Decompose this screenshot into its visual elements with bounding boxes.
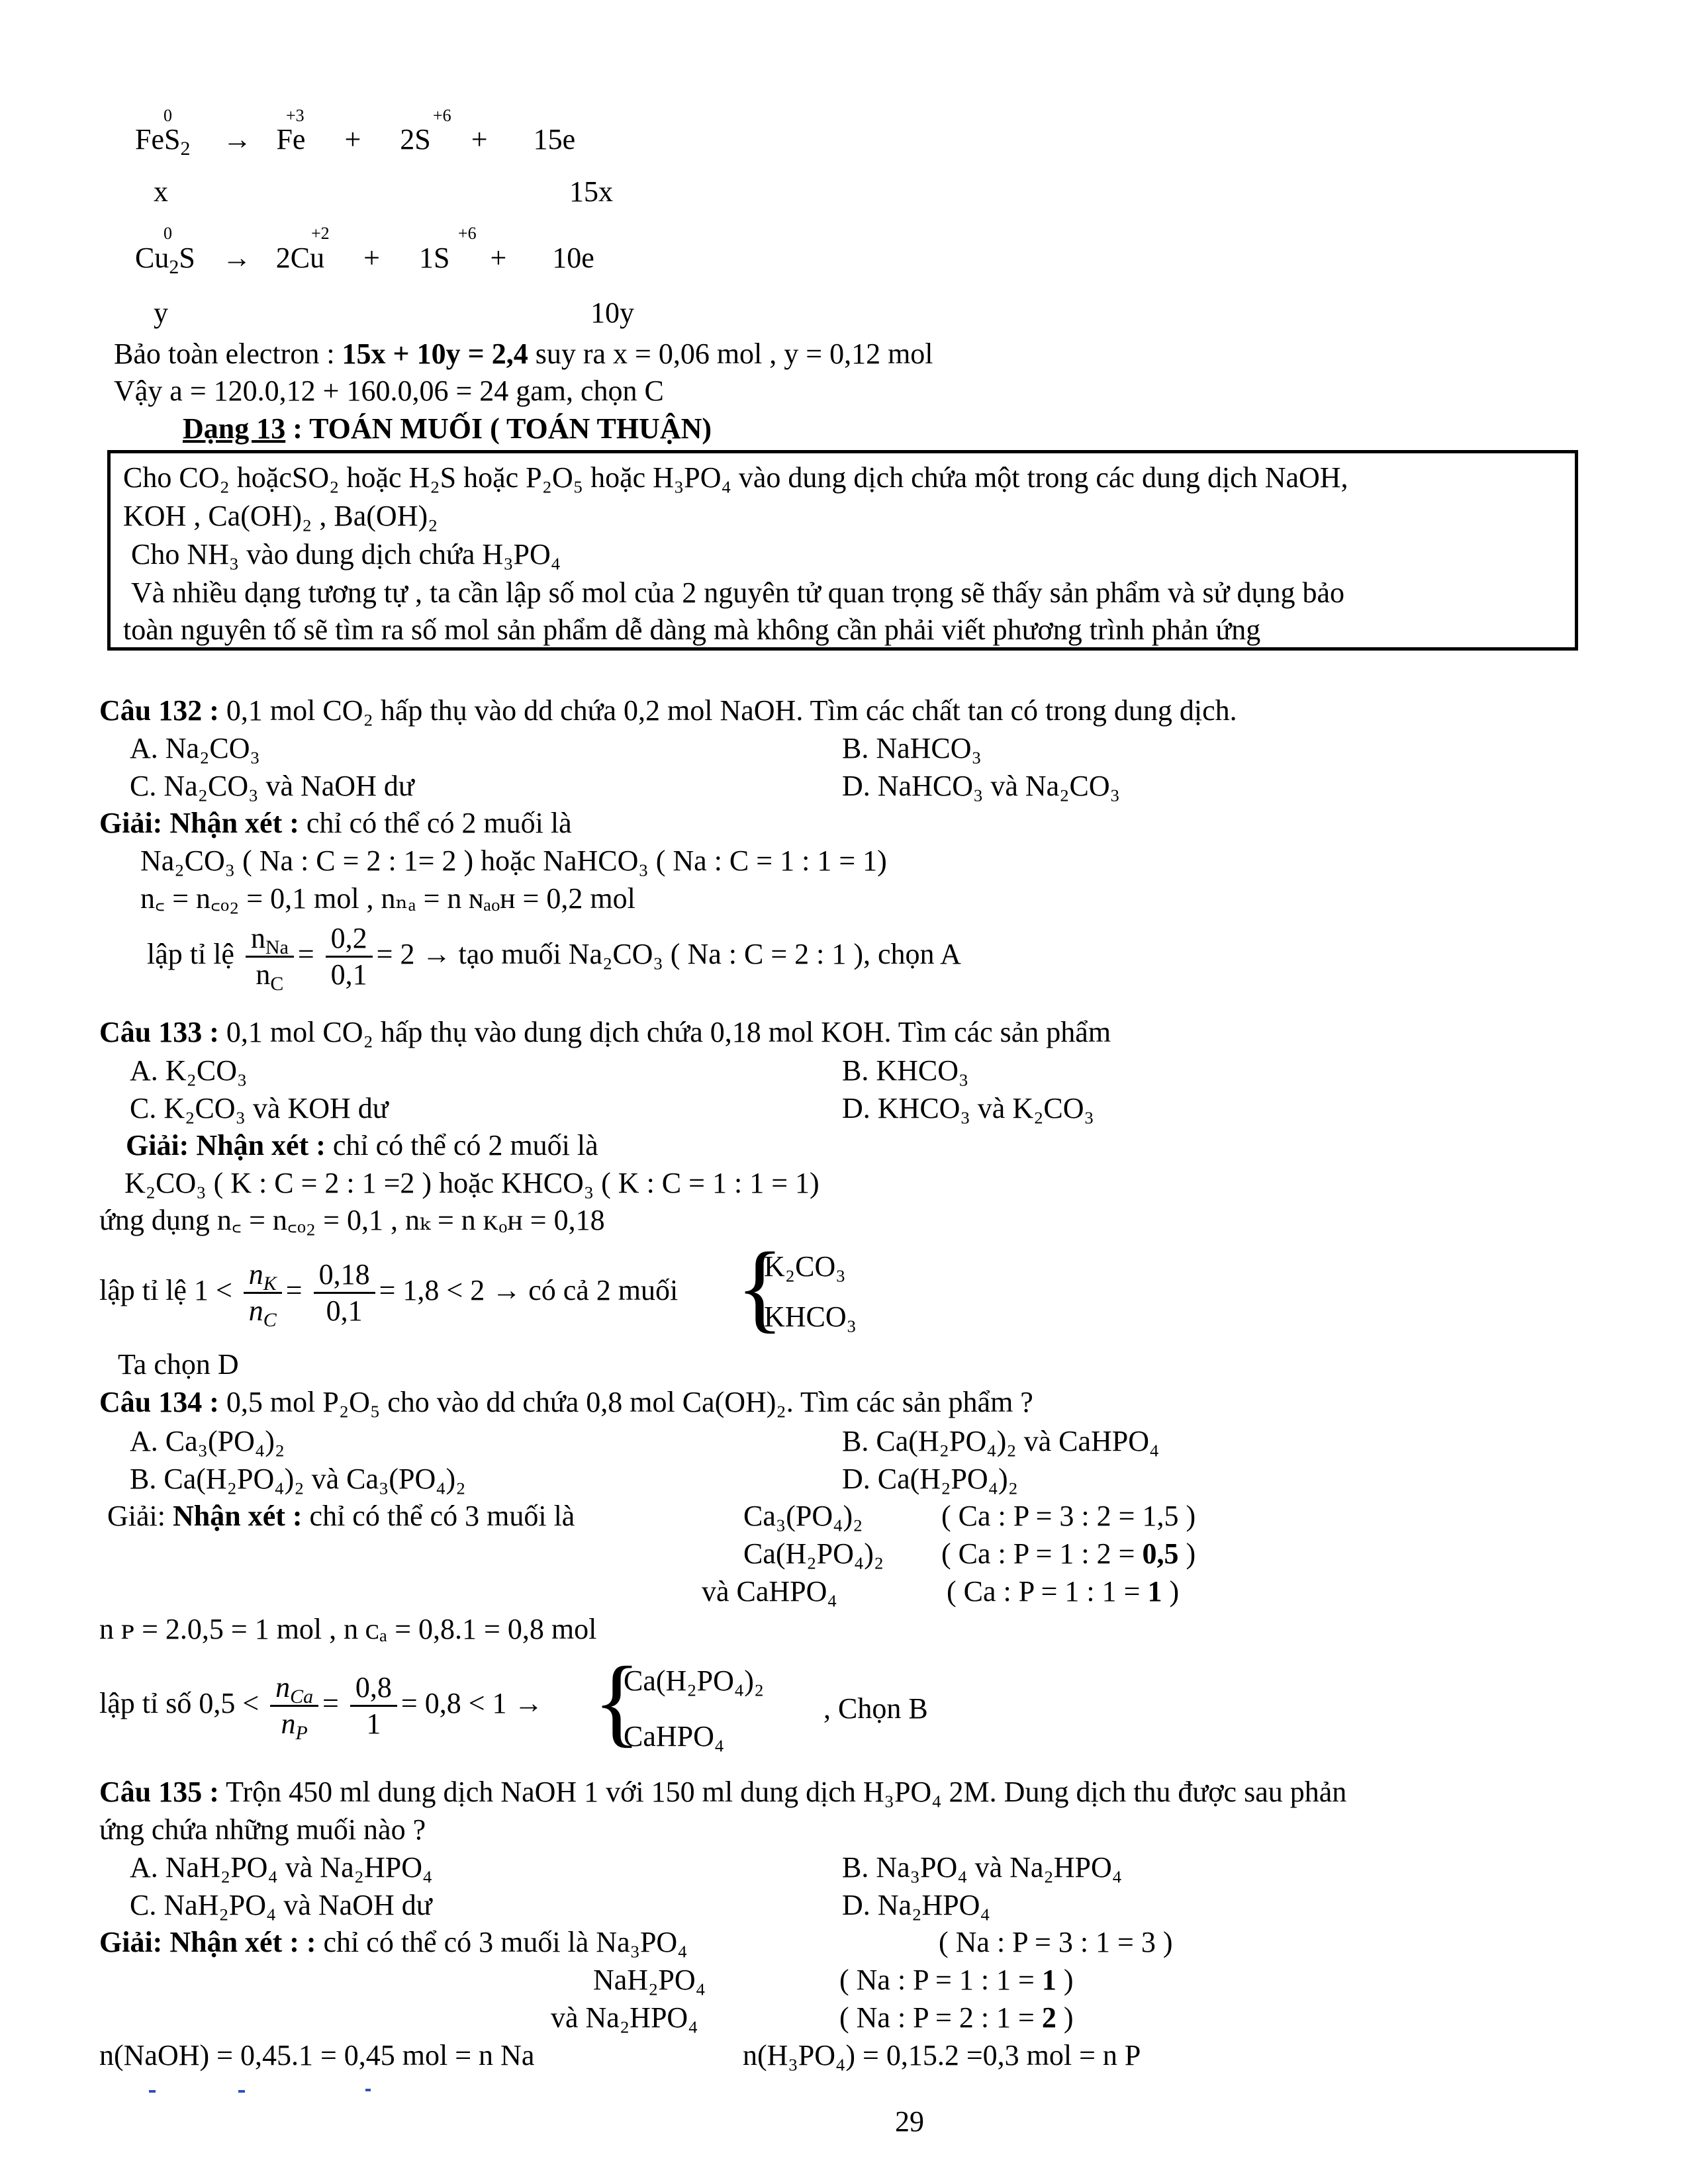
oxidation-number: +6 <box>458 224 477 243</box>
option-c: C. K₂CO₃ và KOH dư <box>130 1092 389 1124</box>
product: CaHPO₄ <box>624 1720 725 1752</box>
option-a: A. K₂CO₃ <box>130 1054 248 1087</box>
salt: Ca(H₂PO₄)₂ <box>743 1537 884 1570</box>
ratio: ( Na : P = 1 : 1 = 1 ) <box>839 1964 1074 1996</box>
fraction: $\frac{0,2}{0,1}$ <box>326 921 373 992</box>
solution-line: n꜀ = n꜀ₒ₂ = 0,1 mol , nₙₐ = n ɴₐₒʜ = 0,2 mol <box>140 882 635 915</box>
question-135: Câu 135 : Trộn 450 ml dung dịch NaOH 1 với 150 ml dung dịch H₃PO₄ 2M. Dung dịch thu được sau phản <box>99 1776 1347 1808</box>
answer: Ta chọn D <box>118 1348 239 1381</box>
brace: { <box>593 1647 641 1756</box>
electron-balance: Bảo toàn electron : 15x + 10y = 2,4 suy ra x = 0,06 mol , y = 0,12 mol <box>114 338 933 370</box>
page-number: 29 <box>895 2105 924 2138</box>
ratio: ( Na : P = 2 : 1 = 2 ) <box>839 2001 1074 2034</box>
solution-line: ứng dụng n꜀ = n꜀ₒ₂ = 0,1 , nₖ = n ᴋₒʜ = 0,18 <box>99 1204 605 1236</box>
decorative-dash <box>365 2089 371 2091</box>
ratio: ( Ca : P = 1 : 1 = 1 ) <box>947 1575 1180 1608</box>
solution-line: Na₂CO₃ ( Na : C = 2 : 1= 2 ) hoặc NaHCO₃ ( Na : C = 1 : 1 = 1) <box>140 844 887 877</box>
option-a: A. Ca₃(PO₄)₂ <box>130 1425 285 1457</box>
option-b: B. Ca(H₂PO₄)₂ và CaHPO₄ <box>842 1425 1160 1457</box>
salt: NaH₂PO₄ <box>593 1964 706 1996</box>
box-line: Cho CO₂ hoặcSO₂ hoặc H₂S hoặc P₂O₅ hoặc H₃PO₄ vào dung dịch chứa một trong các dung dịch NaOH, <box>123 461 1348 494</box>
ratio: ( Ca : P = 3 : 2 = 1,5 ) <box>941 1500 1196 1532</box>
fraction: $\frac{n_{Na}}{n_C}$ <box>246 921 294 992</box>
question-135-cont: ứng chứa những muối nào ? <box>99 1813 426 1846</box>
product: K₂CO₃ <box>764 1250 846 1283</box>
oxidation-number: +3 <box>286 106 305 125</box>
question-133: Câu 133 : 0,1 mol CO₂ hấp thụ vào dung dịch chứa 0,18 mol KOH. Tìm các sản phẩm <box>99 1016 1111 1048</box>
oxidation-number: 0 <box>164 224 172 243</box>
oxidation-number: +2 <box>311 224 330 243</box>
option-a: A. NaH₂PO₄ và Na₂HPO₄ <box>130 1851 433 1884</box>
fraction: $\frac{0,8}{1}$ <box>350 1670 397 1741</box>
reaction-cu2s: $Cu_2S \to 2Cu + 1S + 10e$ <box>135 242 594 278</box>
section-heading: Dạng 13 : TOÁN MUỐI ( TOÁN THUẬN) <box>183 412 712 445</box>
decorative-dash <box>238 2090 245 2093</box>
oxidation-number: +6 <box>433 106 451 125</box>
option-a: A. Na₂CO₃ <box>130 732 260 764</box>
option-c: C. Na₂CO₃ và NaOH dư <box>130 770 414 802</box>
ratio-line: lập tỉ lệ 1 < $\frac{n_K}{n_C}$ = $\frac{0,18}{0,1}$ = 1,8 < 2 → có cả 2 muối <box>99 1258 679 1332</box>
solution-line: n(H₃PO₄) = 0,15.2 =0,3 mol = n P <box>743 2039 1141 2071</box>
box-line: toàn nguyên tố sẽ tìm ra số mol sản phẩm dễ dàng mà không cần phải viết phương trình phản ứng <box>123 614 1261 646</box>
option-b: B. NaHCO₃ <box>842 732 982 764</box>
product: Ca(H₂PO₄)₂ <box>624 1664 765 1697</box>
box-line: Cho NH₃ vào dung dịch chứa H₃PO₄ <box>131 538 561 570</box>
solution-intro: Giải: Nhận xét : chỉ có thể có 3 muối là <box>107 1500 575 1532</box>
solution-line: K₂CO₃ ( K : C = 2 : 1 =2 ) hoặc KHCO₃ ( K : C = 1 : 1 = 1) <box>124 1167 820 1199</box>
reaction-coef: 15x <box>569 175 613 208</box>
ratio: ( Ca : P = 1 : 2 = 0,5 ) <box>941 1537 1196 1570</box>
option-d: D. Na₂HPO₄ <box>842 1889 990 1921</box>
solution-line: n(NaOH) = 0,45.1 = 0,45 mol = n Na <box>99 2039 535 2071</box>
reaction-coef: 10y <box>590 296 634 329</box>
salt: và Na₂HPO₄ <box>551 2001 698 2034</box>
option-c: B. Ca(H₂PO₄)₂ và Ca₃(PO₄)₂ <box>130 1463 466 1495</box>
ratio-line: lập tỉ lệ $\frac{n_{Na}}{n_C}$ = $\frac{0,2}{0,1}$ = 2 → tạo muối Na₂CO₃ ( Na : C = 2 : 1 ), chọn A <box>147 922 961 995</box>
oxidation-number: 0 <box>164 106 172 125</box>
option-c: C. NaH₂PO₄ và NaOH dư <box>130 1889 432 1921</box>
brace: { <box>736 1232 784 1342</box>
solution-intro: Giải: Nhận xét : chỉ có thể có 2 muối là <box>99 807 572 839</box>
solution-line: n ᴘ = 2.0,5 = 1 mol , n ᴄₐ = 0,8.1 = 0,8 mol <box>99 1613 597 1645</box>
fraction: $\frac{0,18}{0,1}$ <box>314 1257 375 1328</box>
ratio: ( Na : P = 3 : 1 = 3 ) <box>939 1926 1173 1958</box>
conclusion: Vậy a = 120.0,12 + 160.0,06 = 24 gam, chọn C <box>114 375 664 407</box>
salt: Ca₃(PO₄)₂ <box>743 1500 863 1532</box>
option-d: D. NaHCO₃ và Na₂CO₃ <box>842 770 1120 802</box>
option-d: D. Ca(H₂PO₄)₂ <box>842 1463 1018 1495</box>
solution-intro: Giải: Nhận xét : : chỉ có thể có 3 muối là Na₃PO₄ <box>99 1926 688 1958</box>
option-b: B. KHCO₃ <box>842 1054 969 1087</box>
reaction-var: y <box>154 296 168 329</box>
box-line: Và nhiều dạng tương tự , ta cần lập số mol của 2 nguyên tử quan trọng sẽ thấy sản phẩm và sử dụng bảo <box>131 576 1345 609</box>
reaction-var: x <box>154 175 168 208</box>
option-d: D. KHCO₃ và K₂CO₃ <box>842 1092 1094 1124</box>
solution-intro: Giải: Nhận xét : chỉ có thể có 2 muối là <box>126 1129 598 1161</box>
answer: , Chọn B <box>823 1692 928 1725</box>
fraction: $\frac{n_{Ca}}{n_P}$ <box>270 1670 318 1741</box>
fraction: $\frac{n_K}{n_C}$ <box>244 1257 282 1328</box>
ratio-line: lập tỉ số 0,5 < $\frac{n_{Ca}}{n_P}$ = $\frac{0,8}{1}$ = 0,8 < 1 → <box>99 1671 543 1745</box>
decorative-dash <box>149 2090 156 2093</box>
product: KHCO₃ <box>764 1300 857 1333</box>
question-134: Câu 134 : 0,5 mol P₂O₅ cho vào dd chứa 0,8 mol Ca(OH)₂. Tìm các sản phẩm ? <box>99 1386 1033 1418</box>
question-132: Câu 132 : 0,1 mol CO₂ hấp thụ vào dd chứa 0,2 mol NaOH. Tìm các chất tan có trong dung dịch. <box>99 694 1237 727</box>
reaction-fes2: FeS$_2$ → Fe + 2S + 15e <box>135 123 576 159</box>
salt: và CaHPO₄ <box>702 1575 837 1608</box>
box-line: KOH , Ca(OH)₂ , Ba(OH)₂ <box>123 500 438 532</box>
option-b: B. Na₃PO₄ và Na₂HPO₄ <box>842 1851 1123 1884</box>
